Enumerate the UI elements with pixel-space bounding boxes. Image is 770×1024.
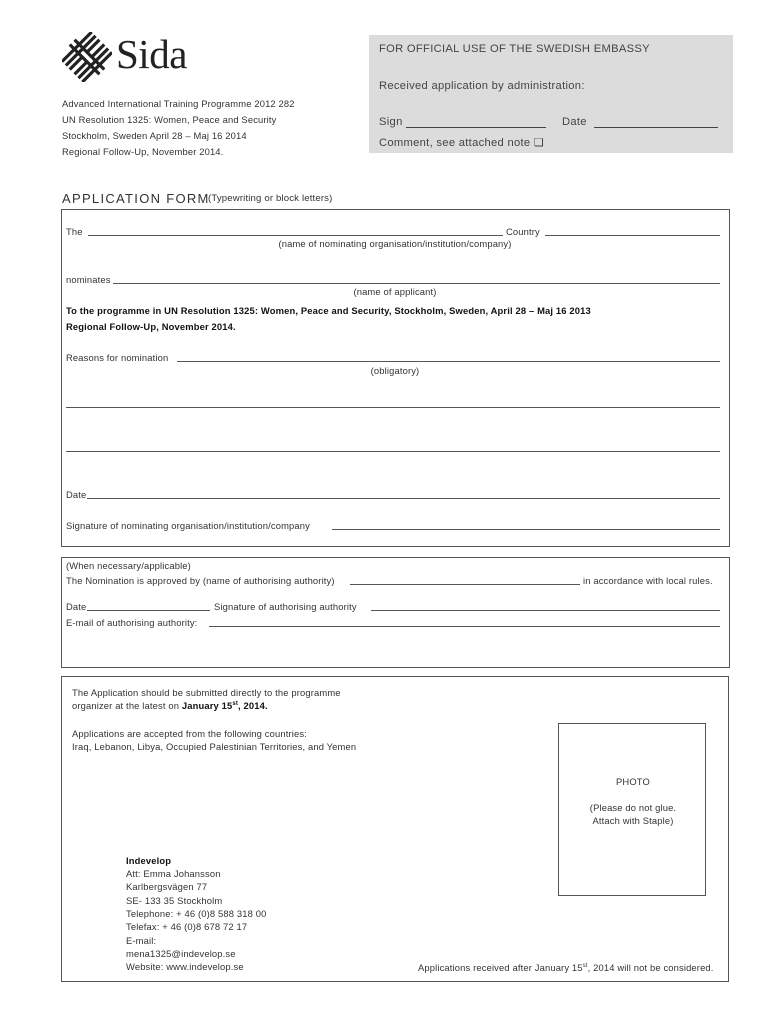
address-email-label: E-mail: (126, 935, 157, 946)
approved-by-label: The Nomination is approved by (name of authorising authority) (66, 575, 335, 586)
address-postal: SE- 133 35 Stockholm (126, 895, 223, 906)
address-att: Att: Emma Johansson (126, 868, 221, 879)
follow-up-line: Regional Follow-Up, November 2014. (62, 146, 224, 157)
photo-area[interactable] (558, 723, 706, 896)
local-rules-label: in accordance with local rules. (583, 575, 713, 586)
date-field[interactable] (594, 127, 718, 128)
sign-label: Sign (379, 116, 403, 128)
date-label: Date (562, 116, 587, 128)
form-title: APPLICATION FORM (62, 191, 210, 206)
programme-line: Advanced International Training Programme 2012 282 (62, 98, 295, 109)
address-email[interactable]: mena1325@indevelop.se (126, 948, 236, 959)
photo-note-2: Attach with Staple) (592, 815, 674, 826)
official-title: FOR OFFICIAL USE OF THE SWEDISH EMBASSY (379, 43, 650, 55)
official-use-box (369, 35, 733, 153)
nominates-label: nominates (66, 274, 111, 285)
location-dates-line: Stockholm, Sweden April 28 – Maj 16 2014 (62, 130, 247, 141)
reasons-field-line-2[interactable] (66, 407, 720, 408)
authority-signature-label: Signature of authorising authority (214, 601, 357, 612)
country-field[interactable] (545, 235, 720, 236)
resolution-line: UN Resolution 1325: Women, Peace and Security (62, 114, 277, 125)
applicant-hint: (name of applicant) (353, 286, 437, 297)
countries-list: Iraq, Lebanon, Libya, Occupied Palestinian Territories, and Yemen (72, 741, 357, 752)
nomination-section (61, 209, 730, 547)
programme-statement: To the programme in UN Resolution 1325: Women, Peace and Security, Stockholm, Sweden, April 28 – Maj 16 2013 (66, 305, 591, 316)
nominator-signature-label: Signature of nominating organisation/institution/company (66, 520, 310, 531)
authority-email-field[interactable] (209, 626, 720, 627)
country-label: Country (506, 226, 540, 237)
address-street: Karlbergsvägen 77 (126, 881, 208, 892)
authorising-authority-field[interactable] (350, 584, 580, 585)
nominator-signature-field[interactable] (332, 529, 720, 530)
reasons-field[interactable] (177, 361, 720, 362)
sida-logo-icon (62, 32, 112, 82)
organisation-hint: (name of nominating organisation/institution/company) (278, 238, 512, 249)
approval-date-label: Date (66, 601, 87, 612)
countries-intro: Applications are accepted from the following countries: (72, 728, 307, 739)
reasons-field-line-3[interactable] (66, 451, 720, 452)
address-telephone: Telephone: + 46 (0)8 588 318 00 (126, 908, 267, 919)
received-label: Received application by administration: (379, 80, 585, 92)
reasons-label: Reasons for nomination (66, 352, 169, 363)
photo-note-1: (Please do not glue. (589, 802, 677, 813)
approval-section (61, 557, 730, 668)
the-label: The (66, 226, 83, 237)
nomination-date-label: Date (66, 489, 87, 500)
approval-date-field[interactable] (87, 610, 210, 611)
sign-field[interactable] (406, 127, 546, 128)
address-telefax: Telefax: + 46 (0)8 678 72 17 (126, 921, 248, 932)
logo-wordmark: Sida (116, 31, 187, 77)
programme-follow-up: Regional Follow-Up, November 2014. (66, 321, 236, 332)
submit-deadline: organizer at the latest on January 15st, 2014. (72, 700, 268, 711)
approval-note: (When necessary/applicable) (66, 560, 191, 571)
obligatory-hint: (obligatory) (370, 365, 420, 376)
submit-instructions: The Application should be submitted directly to the programme (72, 687, 341, 698)
authority-signature-field[interactable] (371, 610, 720, 611)
nomination-date-field[interactable] (87, 498, 720, 499)
organisation-field[interactable] (88, 235, 503, 236)
photo-label: PHOTO (616, 776, 650, 787)
applicant-name-field[interactable] (113, 283, 720, 284)
address-org: Indevelop (126, 855, 172, 866)
address-website[interactable]: Website: www.indevelop.se (126, 961, 244, 972)
comment-label[interactable]: Comment, see attached note ❏ (379, 137, 545, 149)
authority-email-label: E-mail of authorising authority: (66, 617, 198, 628)
late-applications-note: Applications received after January 15st, 2014 will not be considered. (418, 962, 714, 973)
form-subtitle: (Typewriting or block letters) (208, 193, 333, 204)
